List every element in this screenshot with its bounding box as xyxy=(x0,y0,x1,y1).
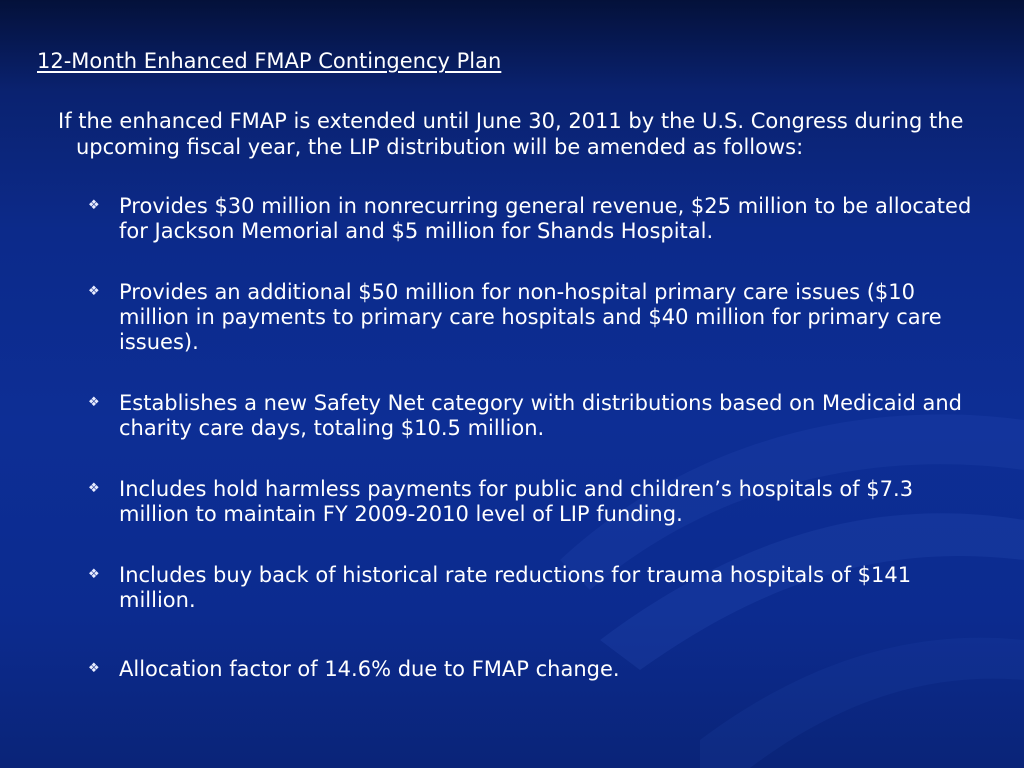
bullet-list xyxy=(88,194,988,682)
bullet-item xyxy=(88,280,988,355)
diamond-bullet-icon: ❖ xyxy=(88,661,100,676)
bullet-text: Allocation factor of 14.6% due to FMAP change. xyxy=(119,657,620,681)
intro-paragraph: If the enhanced FMAP is extended until June 30, 2011 by the U.S. Congress during the upcoming fiscal year, the LIP distribution will be amended as follows: xyxy=(58,109,964,159)
bullet-text: Provides $30 million in nonrecurring general revenue, $25 million to be allocated for Jackson Memorial and $5 million for Shands Hospital. xyxy=(119,194,972,243)
diamond-bullet-icon: ❖ xyxy=(88,567,100,582)
diamond-bullet-icon: ❖ xyxy=(88,284,100,299)
bullet-item xyxy=(88,657,988,682)
bullet-text: Includes buy back of historical rate reductions for trauma hospitals of $141 million. xyxy=(119,563,912,612)
bullet-text: Includes hold harmless payments for public and children’s hospitals of $7.3 million to maintain FY 2009-2010 level of LIP funding. xyxy=(119,477,914,526)
bullet-item xyxy=(88,194,988,244)
bullet-text: Provides an additional $50 million for non-hospital primary care issues ($10 million in payments to primary care hospitals and $40 million for primary care issues). xyxy=(119,280,942,354)
diamond-bullet-icon: ❖ xyxy=(88,198,100,213)
diamond-bullet-icon: ❖ xyxy=(88,395,100,410)
bullet-item xyxy=(88,391,988,441)
bullet-text: Establishes a new Safety Net category with distributions based on Medicaid and charity care days, totaling $10.5 million. xyxy=(119,391,962,440)
bullet-item xyxy=(88,477,988,527)
diamond-bullet-icon: ❖ xyxy=(88,481,100,496)
slide-title: 12-Month Enhanced FMAP Contingency Plan xyxy=(37,49,502,73)
bullet-item xyxy=(88,563,988,613)
